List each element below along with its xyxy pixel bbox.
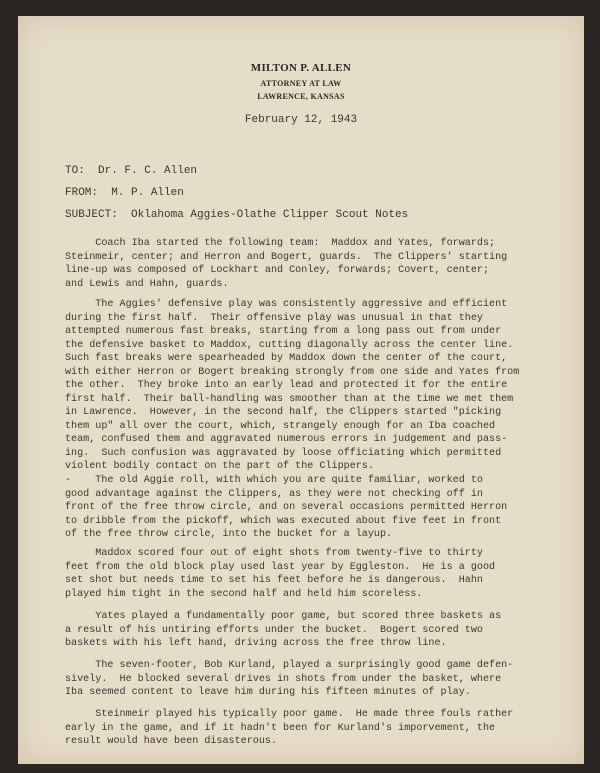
paragraph-yates: Yates played a fundamentally poor game, but scored three baskets as a result of his untiring efforts under the bucket. Bogert scored two baskets with his left hand, driving across the free throw line. — [65, 611, 502, 649]
paragraph-aggie-roll: - The old Aggie roll, with which you are quite familiar, worked to good advantage against the Clippers, as they were not checking off in front of the free throw circle, and on several occasions permitted Herron to dribble from the pickoff, which was executed about five feet in front of the free throw circle, into the bucket for a layup. — [65, 475, 508, 540]
paragraph-starting-lineups: Coach Iba started the following team: Maddox and Yates, forwards; Steinmeir, center; and Herron and Bogert, guards. The Clippers' starting line-up was composed of Lockhart and Conley, forwards; Covert, center; and Lewis and Hahn, guards. — [65, 238, 508, 290]
from-line: FROM: M. P. Allen — [65, 187, 184, 199]
to-line: TO: Dr. F. C. Allen — [65, 165, 198, 177]
letterhead-city: LAWRENCE, KANSAS — [257, 92, 345, 101]
paragraph-defensive-play: The Aggies' defensive play was consistently aggressive and efficient during the first half. Their offensive play was unusual in that they attempted numerous fast breaks, starting from a long pass out from under the defensive basket to Maddox, cutting diagonally across the center line. Such fast breaks were spearheaded by Maddox down the center of the court, with either Herron or Bogert breaking strongly from one side and Yates from the other. They broke into an early lead and protected it for the entire first half. Their ball-handling was smoother than at the time we met them in Lawrence. However, in the second half, the Clippers started "picking them up" all over the court, which, strangely enough for an Iba coached team, confused them and aggravated numerous errors in judgement and pass- ing. Such confusion was aggravated by loose officiating which permitted violent bodily contact on the part of the Clippers. — [65, 299, 520, 472]
letter-date: February 12, 1943 — [244, 114, 358, 126]
letter-page — [18, 16, 584, 764]
letterhead-name: MILTON P. ALLEN — [250, 62, 352, 74]
letterhead-title: ATTORNEY AT LAW — [260, 79, 342, 88]
paragraph-steinmeir: Steinmeir played his typically poor game. He made three fouls rather early in the game, and if it hadn't been for Kurland's imporvement, the result would have been disasterous. — [65, 709, 514, 747]
paragraph-maddox: Maddox scored four out of eight shots from twenty-five to thirty feet from the old block play used last year by Eggleston. He is a good set shot but needs time to set his feet before he is dangerous. Hahn played him tight in the second half and held him scoreless. — [65, 548, 496, 600]
subject-line: SUBJECT: Oklahoma Aggies-Olathe Clipper Scout Notes — [65, 209, 409, 221]
paragraph-kurland: The seven-footer, Bob Kurland, played a surprisingly good game defen- sively. He blocked several drives in shots from under the basket, where Iba seemed content to leave him during his fifteen minutes of play. — [65, 660, 514, 698]
